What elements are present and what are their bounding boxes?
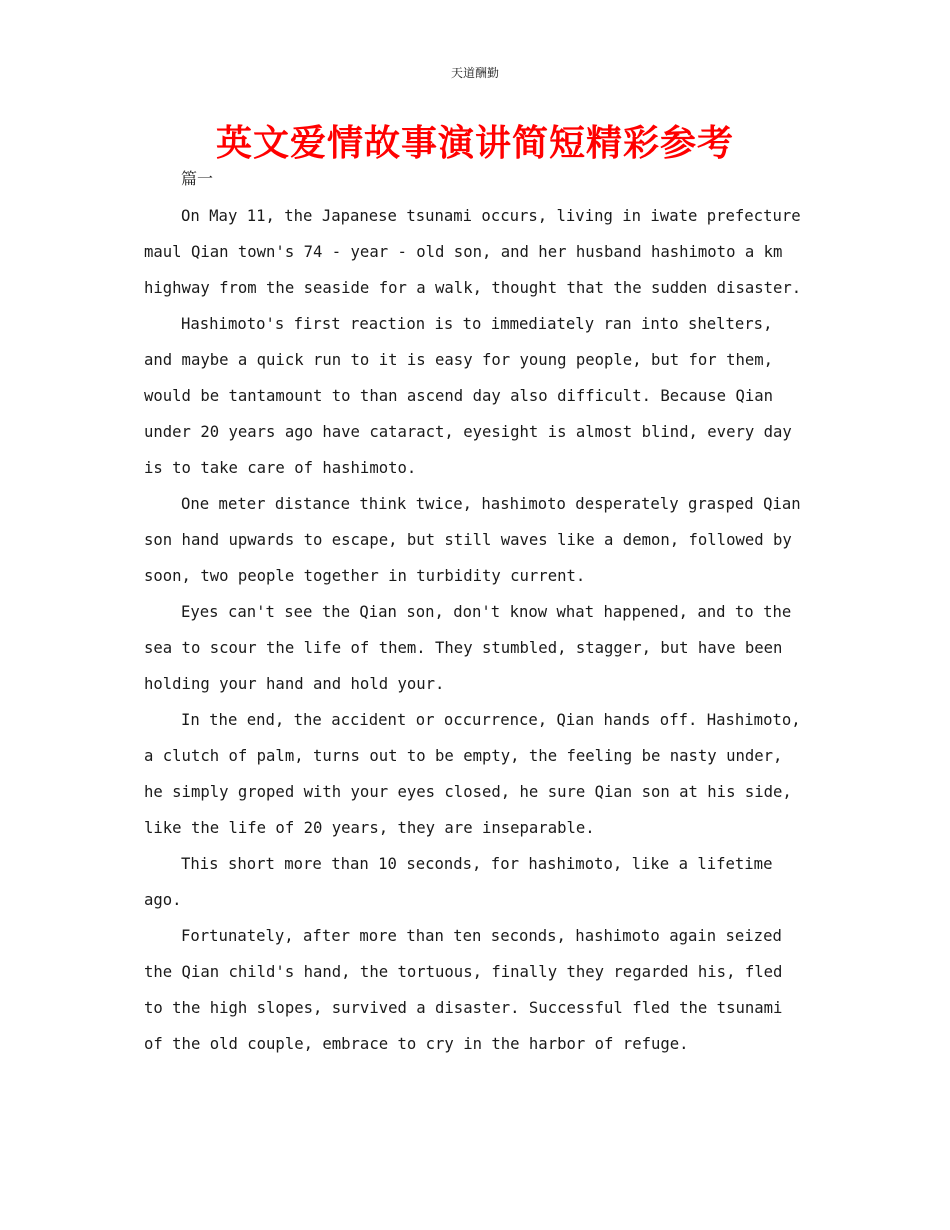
paragraph: Hashimoto's first reaction is to immediately ran into shelters, and maybe a quick run to it is easy for young people, but for them, would be tantamount to than ascend day also difficult. Because Qian under 20 years ago have cataract, eyesight is almost blind, every day is to take care of hashimoto. [144, 315, 792, 477]
paragraph: In the end, the accident or occurrence, Qian hands off. Hashimoto, a clutch of palm, turns out to be empty, the feeling be nasty under, he simply groped with your eyes closed, he sure Qian son at his side, like the life of 20 years, they are inseparable. [144, 711, 801, 837]
page-header: 天道酬勤 [450, 66, 499, 80]
document-body [144, 198, 808, 1062]
paragraph: On May 11, the Japanese tsunami occurs, living in iwate prefecture maul Qian town's 74 - year - old son, and her husband hashimoto a km highway from the seaside for a walk, thought that the sudden disaster. [144, 207, 802, 297]
paragraph: One meter distance think twice, hashimoto desperately grasped Qian son hand upwards to escape, but still waves like a demon, followed by soon, two people together in turbidity current. [144, 495, 801, 585]
section-label: 篇一 [181, 169, 214, 188]
paragraph: Eyes can't see the Qian son, don't know what happened, and to the sea to scour the life of them. They stumbled, stagger, but have been holding your hand and hold your. [144, 603, 792, 693]
document-title: 英文爱情故事演讲简短精彩参考 [215, 123, 734, 164]
paragraph: This short more than 10 seconds, for hashimoto, like a lifetime ago. [144, 855, 773, 909]
paragraph: Fortunately, after more than ten seconds, hashimoto again seized the Qian child's hand, the tortuous, finally they regarded his, fled to the high slopes, survived a disaster. Successful fled the tsunami of the old couple, embrace to cry in the harbor of refuge. [144, 927, 783, 1053]
